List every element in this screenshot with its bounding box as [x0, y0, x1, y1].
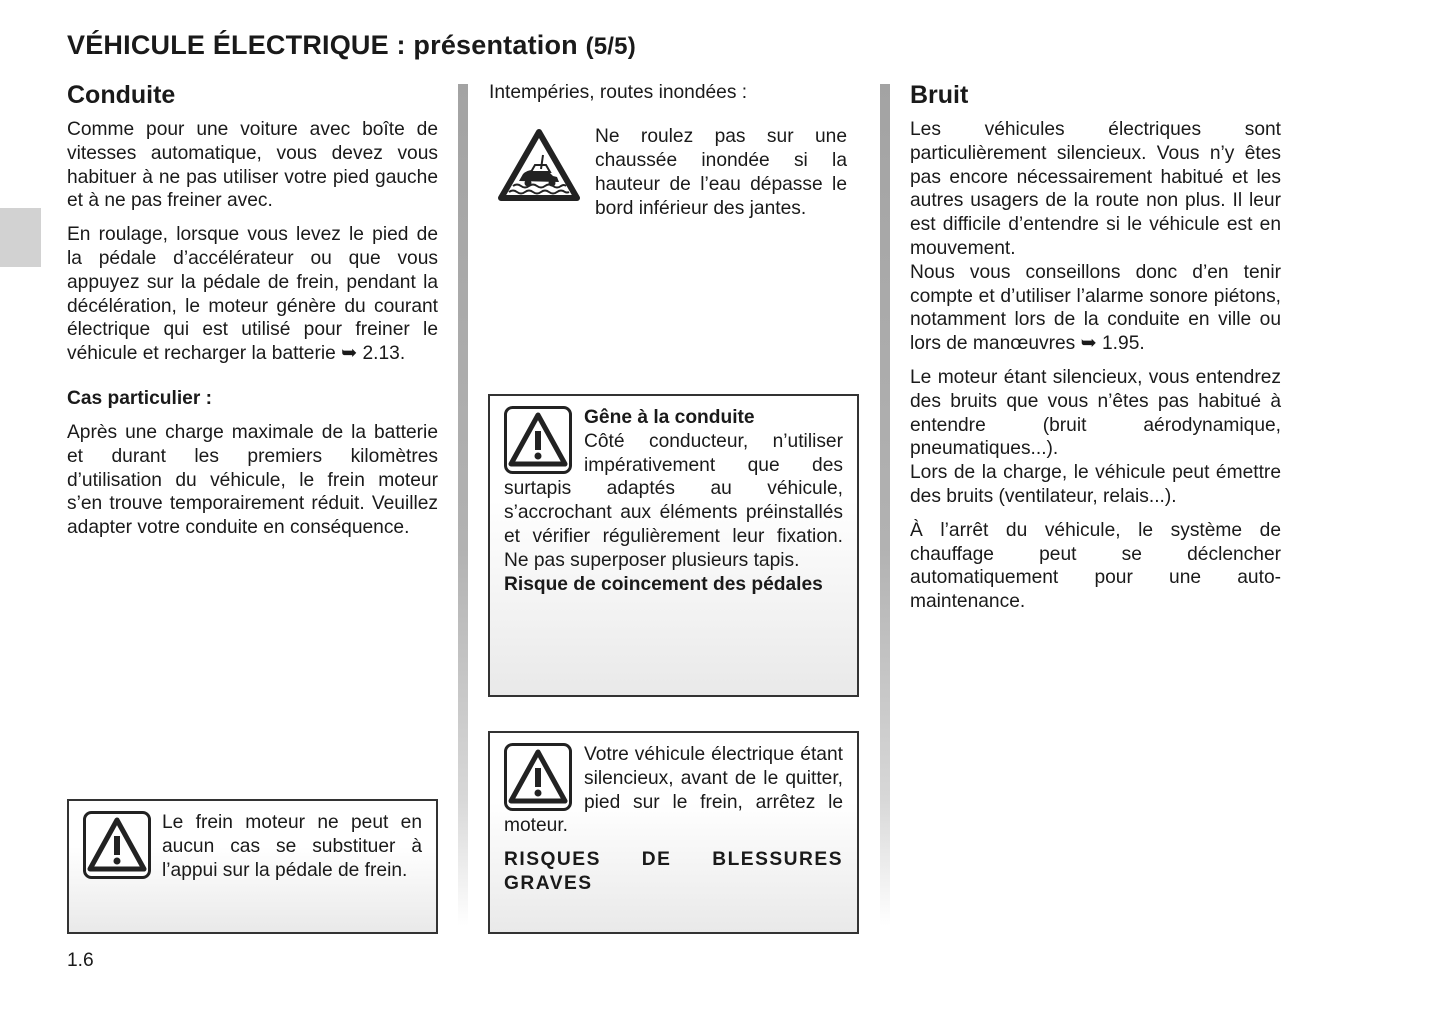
silencieux-warning-box [488, 731, 859, 934]
bruit-paragraph-2a: Le moteur étant silencieux, vous entendrez des bruits que vous n’êtes pas habitué à entendre (bruit aérodynamique, pneumatiques...). [910, 366, 1281, 460]
page-title-text: VÉHICULE ÉLECTRIQUE : présentation [67, 30, 578, 60]
gene-conduite-box [488, 394, 859, 697]
warning-triangle-icon [83, 811, 151, 879]
conduite-heading: Conduite [67, 81, 176, 109]
bruit-paragraph-1a: Les véhicules électriques sont particulièrement silencieux. Vous n’y êtes pas encore nécessairement habitué et les autres usagers de la route non plus. Il leur est difficile d’entendre si le véhicule est en mouvement. [910, 119, 1281, 259]
bruit-heading: Bruit [910, 81, 969, 109]
warning-frein-box [67, 799, 438, 934]
gene-conduite-risk: Risque de coincement des pédales [504, 573, 823, 595]
warning-triangle-icon [504, 406, 572, 474]
silencieux-warning-text: Votre véhicule électrique étant silencieux, avant de le quitter, pied sur le frein, arrêtez le moteur. [504, 744, 843, 837]
conduite-paragraph-1: Comme pour une voiture avec boîte de vitesses automatique, vous devez vous habituer à ne pas utiliser votre pied gauche et à ne pas freiner avec. [67, 119, 438, 212]
page-number: 1.6 [67, 950, 94, 971]
warning-frein-text: Le frein moteur ne peut en aucun cas se substituer à l’appui sur la pédale de frein. [162, 812, 422, 881]
conduite-paragraph-2: En roulage, lorsque vous levez le pied de la pédale d’accélérateur ou que vous appuyez sur la pédale de frein, pendant la décélération, le moteur génère du courant électrique qui est utilisé pour freiner le véhicule et recharger la batterie ➥ 2.13. [67, 224, 438, 365]
column-divider-right [880, 84, 890, 926]
silencieux-warning-risk: RISQUES DE BLESSURES GRAVES [504, 849, 843, 894]
gene-conduite-title: Gêne à la conduite [584, 407, 755, 428]
chapter-tab [0, 208, 41, 267]
bruit-paragraph-3: À l’arrêt du véhicule, le système de chauffage peut se déclencher automatiquement pour une auto-maintenance. [910, 519, 1281, 613]
conduite-section [67, 80, 438, 540]
cas-particulier-paragraph: Après une charge maximale de la batterie et durant les premiers kilomètres d’utilisation du véhicule, le frein moteur s’en trouve temporairement réduit. Veuillez adapter votre conduite en conséquence. [67, 421, 438, 539]
page-title-suffix: (5/5) [585, 33, 636, 60]
column-divider-left [458, 84, 468, 926]
bruit-section [910, 80, 1281, 614]
cas-particulier-heading: Cas particulier : [67, 387, 213, 409]
page-title [67, 30, 636, 61]
bruit-paragraph-2b: Lors de la charge, le véhicule peut émettre des bruits (ventilateur, relais...). [910, 462, 1281, 507]
bruit-paragraph-1b: Nous vous conseillons donc d’en tenir compte et d’utiliser l’alarme sonore piétons, notamment lors de la conduite en ville ou lors de manœuvres ➥ 1.95. [910, 261, 1281, 355]
flooded-road-icon [497, 127, 581, 204]
intemperies-intro: Intempéries, routes inondées : [489, 82, 748, 103]
warning-triangle-icon [504, 743, 572, 811]
intemperies-text: Ne roulez pas sur une chaussée inondée si la hauteur de l’eau dépasse le bord inférieur des jantes. [595, 126, 847, 219]
gene-conduite-text: Côté conducteur, n’utiliser impérativement que des surtapis adaptés au véhicule, s’accrochant aux éléments préinstallés et vérifier régulièrement leur fixation. Ne pas superposer plusieurs tapis. [504, 430, 843, 571]
